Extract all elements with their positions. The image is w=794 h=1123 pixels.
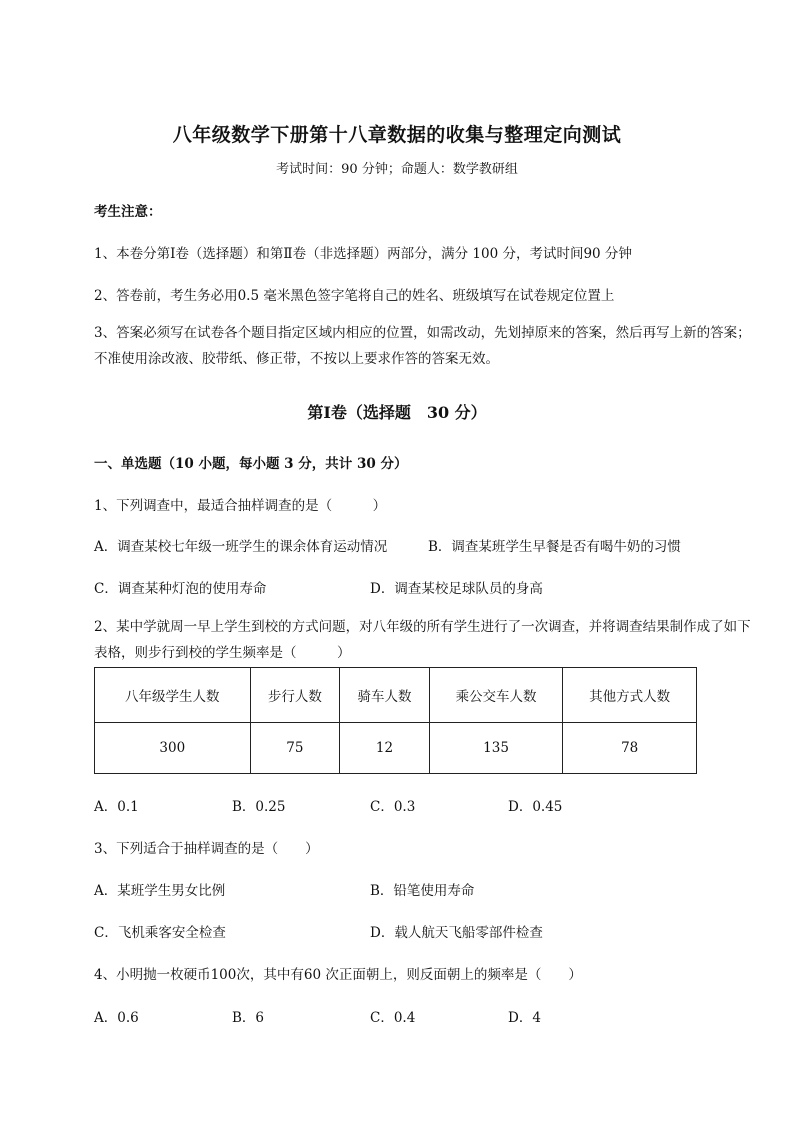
table-cell: 300 (95, 723, 251, 774)
question-1-stem: 1、下列调查中，最适合抽样调查的是（ ） (94, 498, 387, 514)
question-2-option-c: C．0.3 (370, 799, 416, 815)
survey-table (94, 667, 697, 774)
question-1-option-b: B．调查某班学生早餐是否有喝牛奶的习惯 (428, 539, 681, 555)
question-3-stem: 3、下列适合于抽样调查的是（ ） (94, 841, 319, 857)
question-3-option-a: A．某班学生男女比例 (94, 883, 226, 899)
question-4-option-c: C．0.4 (370, 1010, 416, 1026)
question-3-option-b: B．铅笔使用寿命 (370, 883, 475, 899)
table-header-cell: 乘公交车人数 (429, 668, 563, 723)
question-4-option-d: D．4 (508, 1010, 541, 1026)
notice-item-2: 2、答卷前，考生务必用0.5 毫米黑色签字笔将自己的姓名、班级填写在试卷规定位置上 (94, 288, 615, 304)
table-header-row (95, 668, 697, 723)
question-1-option-a: A．调查某校七年级一班学生的课余体育运动情况 (94, 539, 388, 555)
question-1-option-c: C．调查某种灯泡的使用寿命 (94, 581, 267, 597)
question-2-stem: 2、某中学就周一早上学生到校的方式问题，对八年级的所有学生进行了一次调查，并将调查结果制作成了如下表格，则步行到校的学生频率是（ ） (94, 619, 751, 661)
question-4-option-b: B．6 (232, 1010, 265, 1026)
table-cell: 78 (563, 723, 697, 774)
table-cell: 135 (429, 723, 563, 774)
question-2-option-d: D．0.45 (508, 799, 563, 815)
question-4-option-a: A．0.6 (94, 1010, 139, 1026)
table-row (95, 723, 697, 774)
question-1-option-d: D．调查某校足球队员的身高 (370, 581, 543, 597)
table-header-cell: 其他方式人数 (563, 668, 697, 723)
table-cell: 75 (250, 723, 340, 774)
question-3-option-c: C．飞机乘客安全检查 (94, 925, 226, 941)
question-2-option-b: B．0.25 (232, 799, 286, 815)
question-3-option-d: D．载人航天飞船零部件检查 (370, 925, 543, 941)
notice-item-1: 1、本卷分第Ⅰ卷（选择题）和第Ⅱ卷（非选择题）两部分，满分 100 分，考试时间90 分钟 (94, 246, 632, 262)
part-heading: 一、单选题（10 小题，每小题 3 分，共计 30 分） (94, 456, 408, 472)
section-title: 第Ⅰ卷（选择题 30 分） (307, 403, 487, 422)
exam-title: 八年级数学下册第十八章数据的收集与整理定向测试 (172, 124, 622, 146)
notice-heading: 考生注意： (94, 204, 162, 220)
exam-subtitle: 考试时间：90 分钟；命题人：数学教研组 (276, 162, 518, 177)
table-header-cell: 骑车人数 (340, 668, 430, 723)
table-header-cell: 步行人数 (250, 668, 340, 723)
table-cell: 12 (340, 723, 430, 774)
notice-item-3: 3、答案必须写在试卷各个题目指定区域内相应的位置，如需改动，先划掉原来的答案，然后再写上新的答案；不准使用涂改液、胶带纸、修正带，不按以上要求作答的答案无效。 (94, 325, 751, 367)
table-header-cell: 八年级学生人数 (95, 668, 251, 723)
question-2-option-a: A．0.1 (94, 799, 139, 815)
question-4-stem: 4、小明抛一枚硬币100次，其中有60 次正面朝上，则反面朝上的频率是（ ） (94, 967, 582, 983)
